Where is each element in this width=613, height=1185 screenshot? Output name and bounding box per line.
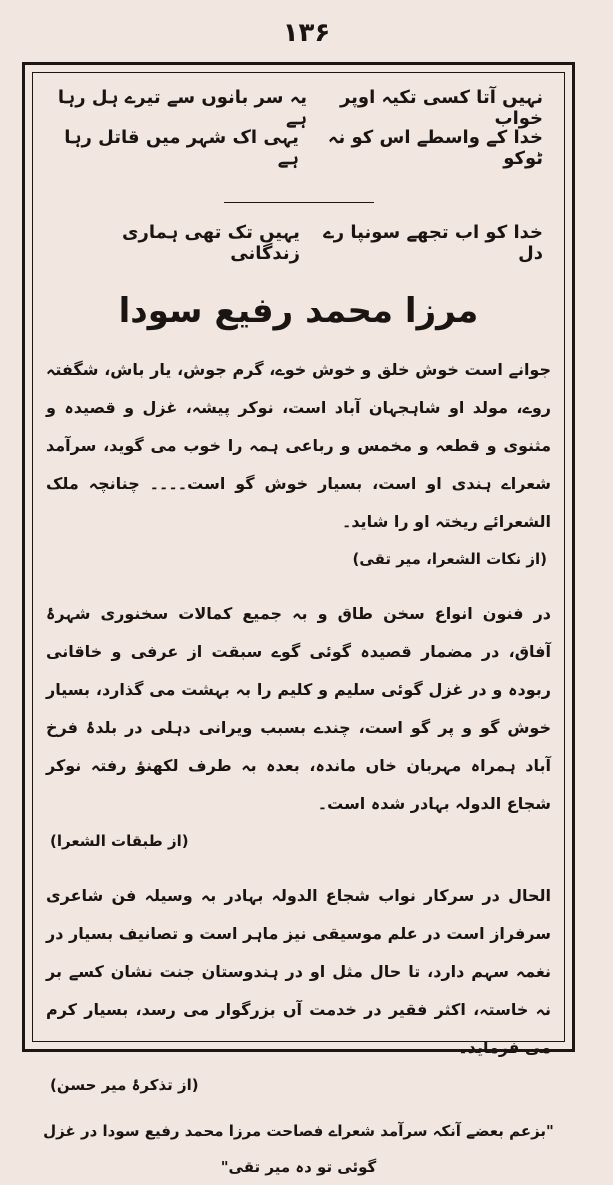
verse-hemistich: خدا کو اب تجھے سونپا رے دل xyxy=(323,222,543,264)
verse-line xyxy=(40,88,557,128)
footer-quote: "بزعم بعضے آنکہ سرآمد شعراے فصاحت مرزا محمد رفیع سودا در غزل گوئی تو دہ میر تقی" xyxy=(43,1122,554,1176)
verse-hemistich: یہی اک شہر میں قاتل رہا ہے xyxy=(64,127,299,169)
verse-line xyxy=(40,128,557,168)
page-number: ۱۳۶ xyxy=(282,18,331,48)
verse-hemistich: خدا کے واسطے اس کو نہ ٹوکو xyxy=(327,127,543,169)
citation: (از نکات الشعرا، میر تقی) xyxy=(352,550,547,568)
biography-paragraph: الحال در سرکار نواب شجاع الدولہ بہادر بہ وسیلہ فن شاعری سرفراز است در علم موسیقی نیز ماہر است و تصانیف بسیار در نغمہ سہم دارد، تا حال مثل او در ہندوستان جنت نشان کسے بر نہ خاستہ، اکثر فقیر در خدمت آں بزرگوار می رسد، بسیار کرم می فرماید۔ xyxy=(46,886,551,1057)
section-divider xyxy=(224,202,374,203)
biography-paragraph: جوانے است خوش خلق و خوش خوے، گرم جوش، یار باش، شگفتہ روے، مولد او شاہجہان آباد است، نوکر پیشہ، غزل و قصیدہ و مثنوی و قطعہ و مخمس و رباعی ہمہ را خوب می گوید، سرآمد شعراے ہندی او است، بسیار خوش گو است۔۔۔۔ چنانچہ ملک الشعرائے ریختہ او را شاید۔ xyxy=(46,360,551,531)
citation: (از تذکرۂ میر حسن) xyxy=(50,1076,199,1094)
citation: (از طبقات الشعرا) xyxy=(50,832,189,850)
verse-hemistich: یہیں تک تھی ہماری زندگانی xyxy=(122,222,300,264)
biography-paragraph: در فنون انواع سخن طاق و بہ جمیع کمالات سخنوری شہرۂ آفاق، در مضمار قصیدہ گوئی گوے سبقت از عرفی و خاقانی ربودہ و در غزل گوئی سلیم و کلیم را بہ بہشت می گذارد، بسیار خوش گو و پر گو است، چندے بسبب ویرانی دہلی در بلدۂ فرخ آباد ہمراہ مہربان خاں ماندہ، بعدہ بہ طرف لکھنؤ رفتہ نوکر شجاع الدولہ بہادر شدہ است۔ xyxy=(46,604,551,813)
verse-hemistich: نہیں آتا کسی تکیہ اوپر خواب xyxy=(339,87,543,129)
page-content xyxy=(40,80,557,1176)
verse-hemistich: یہ سر بانوں سے تیرے ہل رہا ہے xyxy=(57,87,308,129)
verse-line xyxy=(40,223,557,263)
section-heading: مرزا محمد رفیع سودا xyxy=(118,291,479,331)
